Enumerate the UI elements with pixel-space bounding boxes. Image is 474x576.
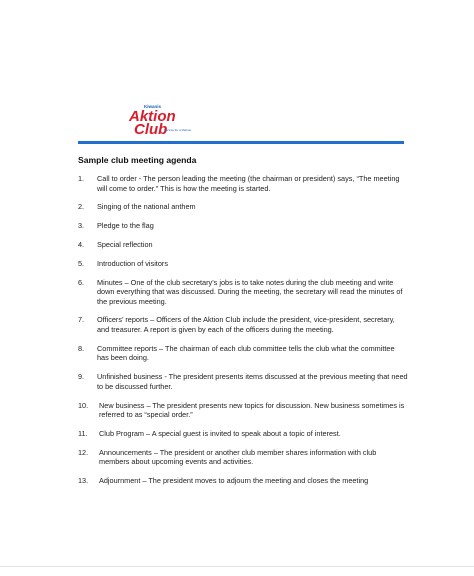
agenda-item-number: 11. [78, 428, 88, 438]
agenda-item [78, 448, 408, 467]
agenda-item-number: 12. [78, 447, 89, 457]
agenda-item [78, 476, 408, 486]
agenda-item-number: 4. [78, 239, 85, 249]
agenda-item-number: 9. [78, 372, 85, 382]
page-bottom-edge [0, 566, 474, 567]
agenda-item-text: Call to order - The person leading the meeting (the chairman or president) says, “The meeting will come to order.” This is how the meeting is started. [97, 174, 400, 193]
agenda-item-number: 3. [78, 221, 85, 231]
header-divider [78, 141, 404, 144]
agenda-item [78, 221, 408, 231]
agenda-item-text: Special reflection [97, 239, 153, 249]
agenda-item-text: Unfinished business - The president presents items discussed at the previous meeting that need to be discussed further. [97, 372, 408, 391]
agenda-item [78, 202, 408, 212]
agenda-heading: Sample club meeting agenda [78, 155, 197, 165]
logo-tagline: Service for a lifetime [164, 128, 192, 132]
logo-small-text: Kiwanis [144, 104, 162, 109]
agenda-item-text: Officers’ reports – Officers of the Aktion Club include the president, vice-president, secretary, and treasurer. A report is given by each of the officers during the meeting. [97, 315, 395, 335]
agenda-item [78, 429, 408, 439]
logo-graphic [124, 101, 192, 139]
agenda-item [78, 278, 408, 307]
agenda-item [78, 315, 408, 334]
logo-main-text-2: Club [134, 121, 168, 138]
agenda-item-number: 8. [78, 343, 85, 353]
agenda-item [78, 401, 408, 420]
agenda-item-text: Announcements – The president or another club member shares information with club members about upcoming events and activities. [99, 447, 377, 467]
agenda-item-text: New business – The president presents new topics for discussion. New business sometimes is referred to as “special order.” [99, 400, 405, 420]
agenda-item-number: 2. [78, 202, 85, 212]
agenda-item-text: Pledge to the flag [97, 221, 154, 231]
aktion-club-logo [124, 101, 192, 139]
agenda-item [78, 174, 408, 193]
agenda-item-number: 7. [78, 315, 85, 325]
agenda-item-number: 13. [78, 476, 89, 486]
logo-main-text-1: Aktion [129, 108, 176, 125]
agenda-item-number: 10. [78, 400, 89, 410]
agenda-item [78, 259, 408, 269]
agenda-item-number: 1. [78, 174, 85, 183]
agenda-item-text: Club Program – A special guest is invited to speak about a topic of interest. [99, 428, 341, 438]
agenda-item-text: Introduction of visitors [97, 258, 168, 268]
agenda-item [78, 372, 408, 391]
agenda-list [78, 174, 408, 495]
agenda-item-text: Adjournment – The president moves to adjourn the meeting and closes the meeting [99, 476, 369, 486]
agenda-item-number: 6. [78, 277, 85, 287]
agenda-item-text: Singing of the national anthem [97, 202, 196, 212]
agenda-item [78, 240, 408, 250]
agenda-item-text: Minutes – One of the club secretary’s jobs is to take notes during the club meeting and write down everything that was discussed. During the meeting, the secretary will read the minutes of the previous meeting. [97, 277, 403, 306]
agenda-item-text: Committee reports – The chairman of each club committee tells the club what the committee has been doing. [97, 343, 395, 363]
agenda-item [78, 344, 408, 363]
agenda-item-number: 5. [78, 258, 85, 268]
